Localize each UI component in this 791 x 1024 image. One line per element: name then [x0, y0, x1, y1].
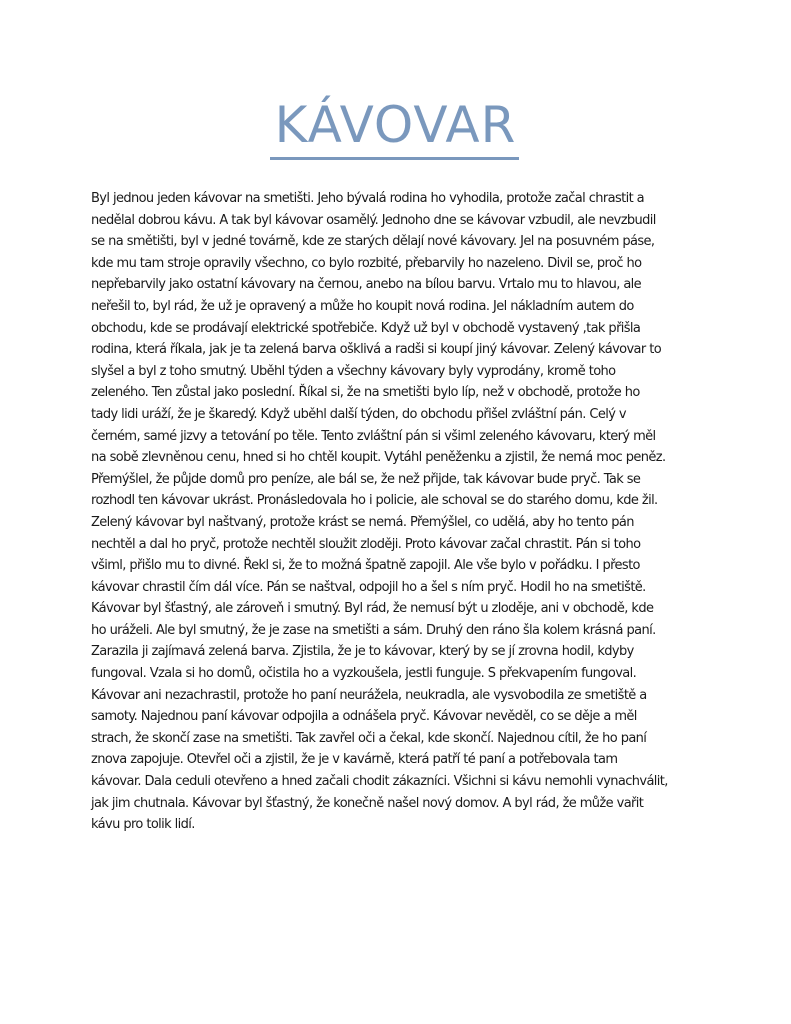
text-line: slyšel a byl z toho smutný. Uběhl týden a všechny kávovary byly vyprodány, kromě toho [91, 363, 616, 379]
text-line: nepřebarvily jako ostatní kávovary na černou, anebo na bílou barvu. Vrtalo mu to hlavou, ale [91, 277, 642, 293]
title-underline [270, 157, 519, 160]
text-line: černém, samé jizvy a tetování po těle. Tento zvláštní pán si všiml zeleného kávovaru, který měl [91, 428, 656, 444]
text-line: nechtěl a dal ho pryč, protože nechtěl sloužit zloději. Proto kávovar začal chrastit. Pán si toho [91, 536, 641, 552]
text-line: kávovar. Dala ceduli otevřeno a hned začali chodit zákazníci. Všichni si kávu nemohli vynachválit, [91, 774, 668, 790]
story-body [91, 188, 716, 836]
text-line: znova zapojuje. Otevřel oči a zjistil, že je v kavárně, která patří té paní a potřebovala tam [91, 752, 618, 768]
text-line: se na smětišti, byl v jedné továrně, kde ze starých dělají nové kávovary. Jel na posuvném páse, [91, 234, 655, 250]
text-line: všiml, přišlo mu to divné. Řekl si, že to možná špatně zapojil. Ale vše bylo v pořádku. I přesto [91, 558, 640, 574]
text-line: rozhodl ten kávovar ukrást. Pronásledovala ho i policie, ale schoval se do starého domu, kde žil. [91, 493, 658, 509]
text-line: Zarazila ji zajímavá zelená barva. Zjistila, že je to kávovar, který by se jí zrovna hodil, kdyby [91, 644, 634, 660]
text-line: rodina, která říkala, jak je ta zelená barva ošklivá a radši si koupí jiný kávovar. Zelený kávovar to [91, 342, 662, 358]
text-line: Kávovar ani nezachrastil, protože ho paní neurážela, neukradla, ale vysvobodila ze smetiště a [91, 687, 647, 703]
text-line: fungoval. Vzala si ho domů, očistila ho a vyzkoušela, jestli funguje. S překvapením fungoval. [91, 666, 637, 682]
text-line: strach, že skončí zase na smetišti. Tak zavřel oči a čekal, kde skončí. Najednou cítil, že ho paní [91, 730, 647, 746]
document-title: KÁVOVAR [274, 96, 517, 154]
text-line: kávu pro tolik lidí. [91, 817, 195, 833]
text-line: jak jim chutnala. Kávovar byl šťastný, že konečně našel nový domov. A byl rád, že může vařit [91, 795, 644, 811]
text-line: neřešil to, byl rád, že už je opravený a může ho koupit nová rodina. Jel nákladním autem do [91, 298, 634, 314]
text-line: ho uráželi. Ale byl smutný, že je zase na smetišti a sám. Druhý den ráno šla kolem krásná paní. [91, 622, 656, 638]
text-line: nedělal dobrou kávu. A tak byl kávovar osamělý. Jednoho dne se kávovar vzbudil, ale nevzbudil [91, 212, 656, 228]
text-line: na sobě zlevněnou cenu, hned si ho chtěl koupit. Vytáhl peněženku a zjistil, že nemá moc peněz. [91, 450, 666, 466]
text-line: Přemýšlel, že půjde domů pro peníze, ale bál se, že než přijde, tak kávovar bude pryč. Tak se [91, 471, 641, 487]
text-line: Byl jednou jeden kávovar na smetišti. Jeho bývalá rodina ho vyhodila, protože začal chrastit a [91, 191, 645, 206]
text-line: Zelený kávovar byl naštvaný, protože krást se nemá. Přemýšlel, co udělá, aby ho tento pán [91, 514, 634, 530]
text-line: kde mu tam stroje opravily všechno, co bylo rozbité, přebarvily ho nazeleno. Divil se, proč ho [91, 255, 642, 271]
text-line: tady lidi uráží, že je škaredý. Když uběhl další týden, do obchodu přišel zvláštní pán. Celý v [91, 406, 626, 422]
text-line: samoty. Najednou paní kávovar odpojila a odnášela pryč. Kávovar nevěděl, co se děje a měl [91, 709, 637, 725]
text-line: kávovar chrastil čím dál více. Pán se naštval, odpojil ho a šel s ním pryč. Hodil ho na smetiště. [91, 579, 646, 595]
text-line: zeleného. Ten zůstal jako poslední. Říkal si, že na smetišti bylo líp, než v obchodě, protože ho [91, 385, 640, 401]
text-line: Kávovar byl šťastný, ale zároveň i smutný. Byl rád, že nemusí být u zloděje, ani v obchodě, kde [91, 601, 654, 617]
text-line: obchodu, kde se prodávají elektrické spotřebiče. Když už byl v obchodě vystavený ,tak přišla [91, 320, 641, 336]
